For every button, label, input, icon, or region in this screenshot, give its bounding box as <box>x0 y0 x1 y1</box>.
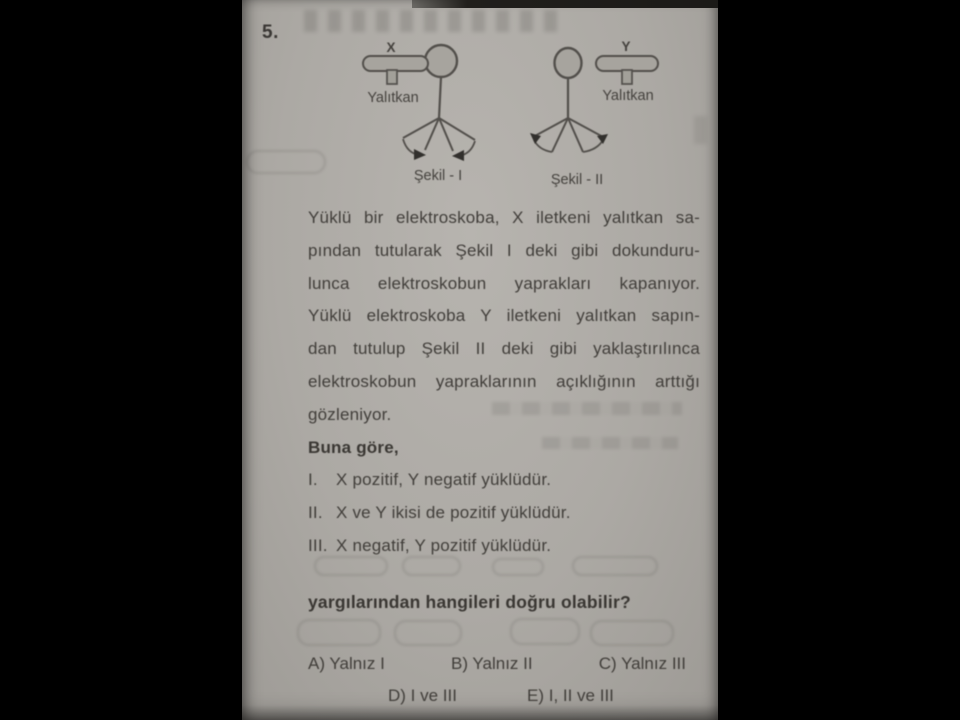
statement-text: X ve Y ikisi de pozitif yüklüdür. <box>336 503 571 523</box>
fig1-electroscope-ball <box>425 45 457 77</box>
statement-numeral: III. <box>308 535 328 555</box>
statement-numeral: II. <box>308 503 323 523</box>
fig1-charged-rod-x <box>363 56 428 71</box>
option-c: C) Yalnız III <box>598 654 686 673</box>
fig1-rod-x-label: X <box>386 40 396 55</box>
electroscope-fig1 <box>363 40 475 184</box>
fig2-caption: Şekil - II <box>550 172 604 188</box>
option-b: B) Yalnız II <box>451 654 533 673</box>
fig2-rod-y-label: Y <box>621 39 631 54</box>
electroscope-figure <box>242 0 718 200</box>
fig1-closing-arrow-left-icon <box>414 149 426 160</box>
body-line: gözleniyor. <box>308 404 392 424</box>
fig2-opening-arc-left <box>534 140 552 152</box>
question-prompt: yargılarından hangileri doğru olabilir? <box>308 592 631 612</box>
body-line: lunca elektroskobun yaprakları kapanıyor. <box>308 273 700 293</box>
answer-options-row-1 <box>308 654 686 674</box>
question-body <box>308 202 700 563</box>
fig1-insulating-handle <box>387 70 397 84</box>
body-line: dan tutulup Şekil II deki gibi yaklaştırılınca <box>308 339 700 359</box>
question-number: 5. <box>262 22 279 43</box>
statement-3 <box>308 530 700 563</box>
fig1-closing-arrow-right-icon <box>452 150 464 161</box>
body-line: Yüklü bir elektroskoba, X iletkeni yalıtkan sa- <box>308 208 700 227</box>
option-a: A) Yalnız I <box>308 654 385 673</box>
fig1-insulator-label: Yalıtkan <box>367 90 419 106</box>
fig1-caption: Şekil - I <box>413 168 463 184</box>
fig2-electroscope-ball <box>555 48 582 78</box>
statement-text: X pozitif, Y negatif yüklüdür. <box>336 470 552 490</box>
statement-2 <box>308 497 700 530</box>
option-d: D) I ve III <box>388 686 457 705</box>
option-e: E) I, II ve III <box>527 686 614 705</box>
body-line: pından tutularak Şekil I deki gibi dokunduru- <box>308 240 700 260</box>
fig2-charged-rod-y <box>596 56 658 71</box>
fig2-insulator-label: Yalıtkan <box>602 88 654 104</box>
f2-leaf-right-open-position <box>568 118 605 138</box>
statement-text: X negatif, Y pozitif yüklüdür. <box>336 535 552 555</box>
body-line: Yüklü elektroskoba Y iletkeni yalıtkan sapın- <box>308 306 700 326</box>
page-bottom-shadow <box>242 705 718 720</box>
statement-numeral: I. <box>308 470 318 490</box>
book-page <box>242 0 718 720</box>
fig2-insulating-handle <box>622 70 632 84</box>
body-line: elektroskobun yapraklarının açıklığının arttığı <box>308 371 700 391</box>
electroscope-fig2 <box>530 39 658 188</box>
statement-1 <box>308 464 700 497</box>
lead-in: Buna göre, <box>308 437 399 457</box>
fig2-opening-arc-right <box>583 140 603 152</box>
page-content <box>242 0 718 720</box>
fig1-stem <box>439 77 441 118</box>
